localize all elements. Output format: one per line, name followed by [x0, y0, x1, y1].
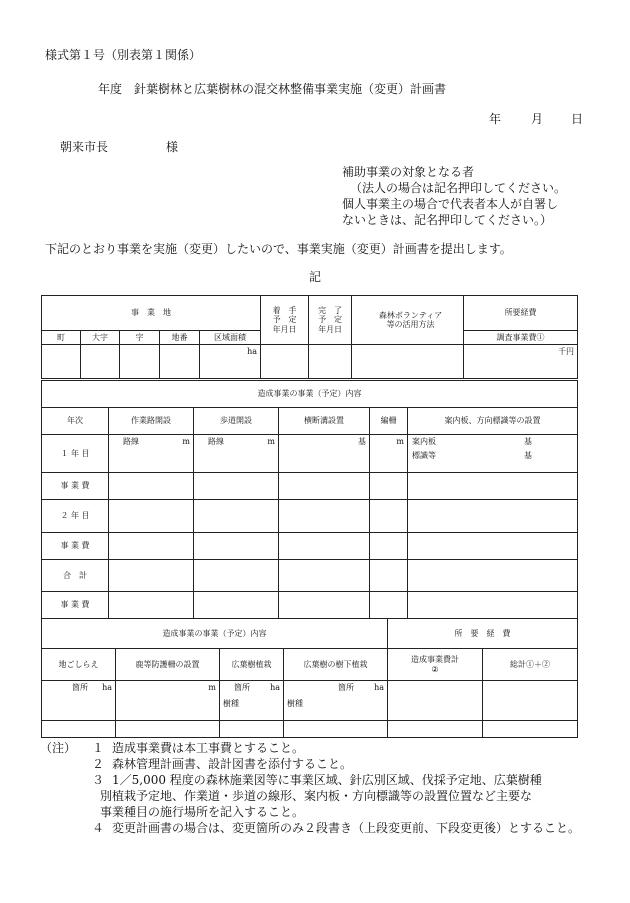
- row-cost1: 事 業 費: [42, 473, 109, 500]
- note-3-text-1: 1／5,000 程度の森林施業図等に事業区域、針広別区域、伐採予定地、広葉樹種: [112, 773, 542, 787]
- note-2-num: ２: [92, 757, 105, 771]
- col-lot: 地番: [160, 331, 200, 345]
- cell-fence-y1: m: [370, 435, 408, 473]
- complete-date-header: 完 了 予 定 年月日: [309, 296, 352, 345]
- col-oaza: 大字: [81, 331, 120, 345]
- cost-caption: 所 要 経 費: [388, 619, 578, 649]
- addressee-name: 朝来市長: [60, 140, 109, 154]
- note-1-num: １: [92, 741, 105, 755]
- cell-construction-total: [388, 681, 483, 721]
- hdr-grand-total: 総計①＋②: [483, 649, 578, 681]
- row-year2: ２ 年 目: [42, 500, 109, 533]
- applicant-label: 補助事業の対象となる者: [342, 165, 475, 179]
- cell-aza: [120, 345, 160, 379]
- site-table: [41, 295, 578, 379]
- note-3-num: ３: [92, 773, 105, 787]
- cell-underplant: 箇所 ha 樹種: [284, 681, 388, 721]
- date-month: 月: [531, 112, 544, 126]
- cell-road-y1: 路線 m: [109, 435, 194, 473]
- ki-marker: 記: [309, 270, 322, 284]
- row-year1: １ 年 目: [42, 435, 109, 473]
- volunteer-header: 森林ボランティア 等の活用方法: [352, 296, 464, 345]
- note-4-text: 変更計画書の場合は、変更箇所のみ２段書き（上段変更前、下段変更後）とすること。: [112, 821, 581, 835]
- cell-broadleaf: 箇所 ha 樹種: [220, 681, 284, 721]
- work-table: [41, 380, 578, 619]
- hdr-deer-fence: 鹿等防護柵の設置: [116, 649, 220, 681]
- hdr-work-road: 作業路開設: [109, 408, 194, 435]
- cell-signs-y1: 案内板 基 標識等 基: [408, 435, 578, 473]
- cell-start-date: [261, 345, 309, 379]
- note-1-text: 造成事業費は本工事費とすること。: [112, 741, 305, 755]
- applicant-note-3: ないときは、記名押印してください。）: [342, 213, 553, 227]
- note-3-text-3: 事業種目の施行場所を記入すること。: [100, 805, 305, 819]
- addressee-honorific: 様: [166, 140, 179, 154]
- hdr-construction-total: 造成事業費計 ②: [388, 649, 483, 681]
- applicant-note-1: （法人の場合は記名押印してください。: [350, 181, 567, 195]
- hdr-footpath: 歩道開設: [194, 408, 279, 435]
- cell-volunteer: [352, 345, 464, 379]
- col-aza: 字: [120, 331, 160, 345]
- document-title: 年度 針葉樹林と広葉樹林の混交林整備事業実施（変更）計画書: [98, 82, 447, 96]
- cell-site-prep: 箇所 ha: [42, 681, 116, 721]
- row-cost2: 事 業 費: [42, 533, 109, 560]
- planting-table: [41, 618, 578, 738]
- start-date-header: 着 手 予 定 年月日: [261, 296, 309, 345]
- date-day: 日: [571, 112, 584, 126]
- cost-header: 所要経費: [464, 296, 578, 331]
- site-header: 事 業 地: [42, 296, 261, 331]
- cell-area: [200, 345, 261, 379]
- cell-survey-cost: [464, 345, 578, 379]
- cell-complete-date: [309, 345, 352, 379]
- notes-label: （注）: [40, 741, 77, 755]
- row-cost-total: 事 業 費: [42, 592, 109, 619]
- note-4-num: ４: [92, 821, 105, 835]
- form-id: 様式第１号（別表第１関係）: [45, 48, 202, 62]
- cell-deer-fence: m: [116, 681, 220, 721]
- cell-ditch-y1: 基: [279, 435, 370, 473]
- hdr-broadleaf: 広葉樹植栽: [220, 649, 284, 681]
- note-2-text: 森林管理計画書、設計図書を添付すること。: [112, 757, 353, 771]
- unit-ha: ha: [247, 347, 258, 356]
- survey-cost-header: 調査事業費①: [464, 331, 578, 345]
- cell-oaza: [81, 345, 120, 379]
- unit-thousand-yen: 千円: [558, 347, 575, 356]
- cell-grand-total: [483, 681, 578, 721]
- date-year: 年: [489, 112, 502, 126]
- cell-town: [42, 345, 81, 379]
- work-caption: 造成事業の事業（予定）内容: [42, 381, 578, 408]
- hdr-year: 年次: [42, 408, 109, 435]
- intro-text: 下記のとおり事業を実施（変更）したいので、事業実施（変更）計画書を提出します。: [45, 242, 512, 256]
- row-total: 合 計: [42, 560, 109, 592]
- hdr-signs: 案内板、方向標識等の設置: [408, 408, 578, 435]
- note-3-text-2: 別植栽予定地、作業道・歩道の線形、案内板・方向標識等の設置位置など主要な: [100, 789, 533, 803]
- hdr-site-prep: 地ごしらえ: [42, 649, 116, 681]
- hdr-cross-ditch: 横断溝設置: [279, 408, 370, 435]
- cell-lot: [160, 345, 200, 379]
- cell-path-y1: 路線 m: [194, 435, 279, 473]
- hdr-fence: 編柵: [370, 408, 408, 435]
- col-area: 区域面積: [200, 331, 261, 345]
- applicant-block: [342, 164, 566, 228]
- col-town: 町: [42, 331, 81, 345]
- planting-caption: 造成事業の事業（予定）内容: [42, 619, 388, 649]
- hdr-underplant: 広葉樹の樹下植栽: [284, 649, 388, 681]
- applicant-note-2: 個人事業主の場合で代表者本人が自署し: [342, 197, 559, 211]
